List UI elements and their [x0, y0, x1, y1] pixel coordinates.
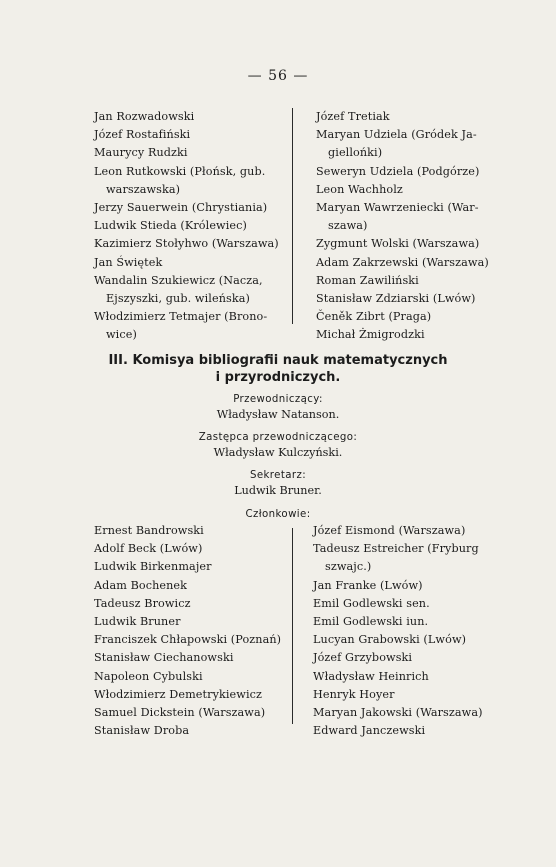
member-line: Roman Zawiliński — [316, 273, 419, 287]
member-line: Włodzimierz Demetrykiewicz — [94, 687, 262, 701]
member-line: Józef Tretiak — [316, 110, 390, 123]
member-line: Jan Świętek — [94, 255, 163, 269]
member-line: Stanisław Ciechanowski — [94, 651, 234, 665]
member-line: wice) — [106, 328, 137, 342]
members-column-bottom-right — [313, 522, 508, 740]
column-divider-bottom — [292, 528, 293, 724]
page-number: — 56 — — [247, 68, 309, 84]
member-line: Michał Żmigrodzki — [316, 328, 425, 342]
member-line: Ejszyszki, gub. wileńska) — [106, 292, 250, 306]
secretary-label: Sekretarz: — [249, 470, 307, 481]
member-line: Włodzimierz Tetmajer (Brono- — [94, 310, 268, 324]
members-column-top-right — [316, 108, 506, 345]
member-line: Emil Godlewski iun. — [313, 615, 429, 629]
member-line: Henryk Hoyer — [313, 687, 395, 701]
section-title-line2: i przyrodniczych. — [215, 370, 341, 385]
members-label: Członkowie: — [245, 509, 311, 520]
member-line: Adam Bochenek — [94, 578, 188, 592]
member-line: Ludwik Birkenmajer — [94, 560, 212, 574]
member-line: Adam Zakrzewski (Warszawa) — [316, 255, 489, 269]
member-line: Seweryn Udziela (Podgórze) — [316, 164, 480, 178]
vice-chair-label: Zastępca przewodniczącego: — [198, 432, 358, 443]
member-line: Tadeusz Browicz — [94, 596, 191, 610]
member-line: Stanisław Zdziarski (Lwów) — [316, 292, 476, 306]
member-line: Leon Rutkowski (Płońsk, gub. — [94, 164, 266, 178]
chair-name: Władysław Natanson. — [216, 408, 340, 421]
member-line: Napoleon Cybulski — [94, 669, 203, 683]
member-line: Kazimierz Stołyhwo (Warszawa) — [94, 237, 279, 251]
member-line: Zygmunt Wolski (Warszawa) — [316, 237, 480, 251]
member-line: Ludwik Stieda (Królewiec) — [94, 219, 247, 233]
member-line: Wandalin Szukiewicz (Nacza, — [94, 273, 263, 287]
member-line: Józef Grzybowski — [313, 651, 413, 665]
chair-label: Przewodniczący: — [233, 394, 323, 405]
member-line: Franciszek Chłapowski (Poznań) — [94, 633, 282, 647]
section-title-line1: III. Komisya bibliografii nauk matematycznych — [108, 353, 448, 368]
member-line: Maryan Udziela (Gródek Ja- — [316, 128, 477, 142]
member-line: Tadeusz Estreicher (Fryburg — [313, 542, 479, 556]
member-line: Ludwik Bruner — [94, 615, 181, 629]
member-line: Maryan Wawrzeniecki (War- — [316, 201, 479, 215]
member-line: Edward Janczewski — [313, 724, 426, 738]
member-line: Lucyan Grabowski (Lwów) — [313, 633, 467, 647]
member-line: Józef Eismond (Warszawa) — [313, 524, 466, 537]
vice-chair-name: Władysław Kulczyński. — [213, 446, 343, 459]
member-line: Maryan Jakowski (Warszawa) — [313, 706, 483, 720]
member-line: szwajc.) — [325, 560, 372, 574]
member-line: szawa) — [328, 219, 368, 233]
member-line: Władysław Heinrich — [313, 669, 429, 683]
member-line: Emil Godlewski sen. — [313, 596, 430, 610]
member-line: Stanisław Droba — [94, 724, 190, 738]
member-line: Jerzy Sauerwein (Chrystiania) — [94, 201, 268, 215]
member-line: Jan Rozwadowski — [94, 110, 195, 123]
member-line: giellońki) — [328, 146, 383, 160]
secretary-name: Ludwik Bruner. — [234, 484, 322, 497]
member-line: Maurycy Rudzki — [94, 146, 188, 160]
member-line: Čeněk Zibrt (Praga) — [316, 310, 432, 324]
members-column-bottom-left — [94, 522, 284, 740]
member-line: Jan Franke (Lwów) — [313, 578, 423, 592]
members-column-top-left — [94, 108, 282, 345]
member-line: Leon Wachholz — [316, 182, 403, 196]
column-divider-top — [292, 108, 293, 324]
member-line: warszawska) — [106, 182, 181, 196]
member-line: Samuel Dickstein (Warszawa) — [94, 706, 266, 720]
member-line: Ernest Bandrowski — [94, 524, 204, 537]
member-line: Adolf Beck (Lwów) — [94, 542, 203, 556]
member-line: Józef Rostafiński — [94, 128, 191, 142]
